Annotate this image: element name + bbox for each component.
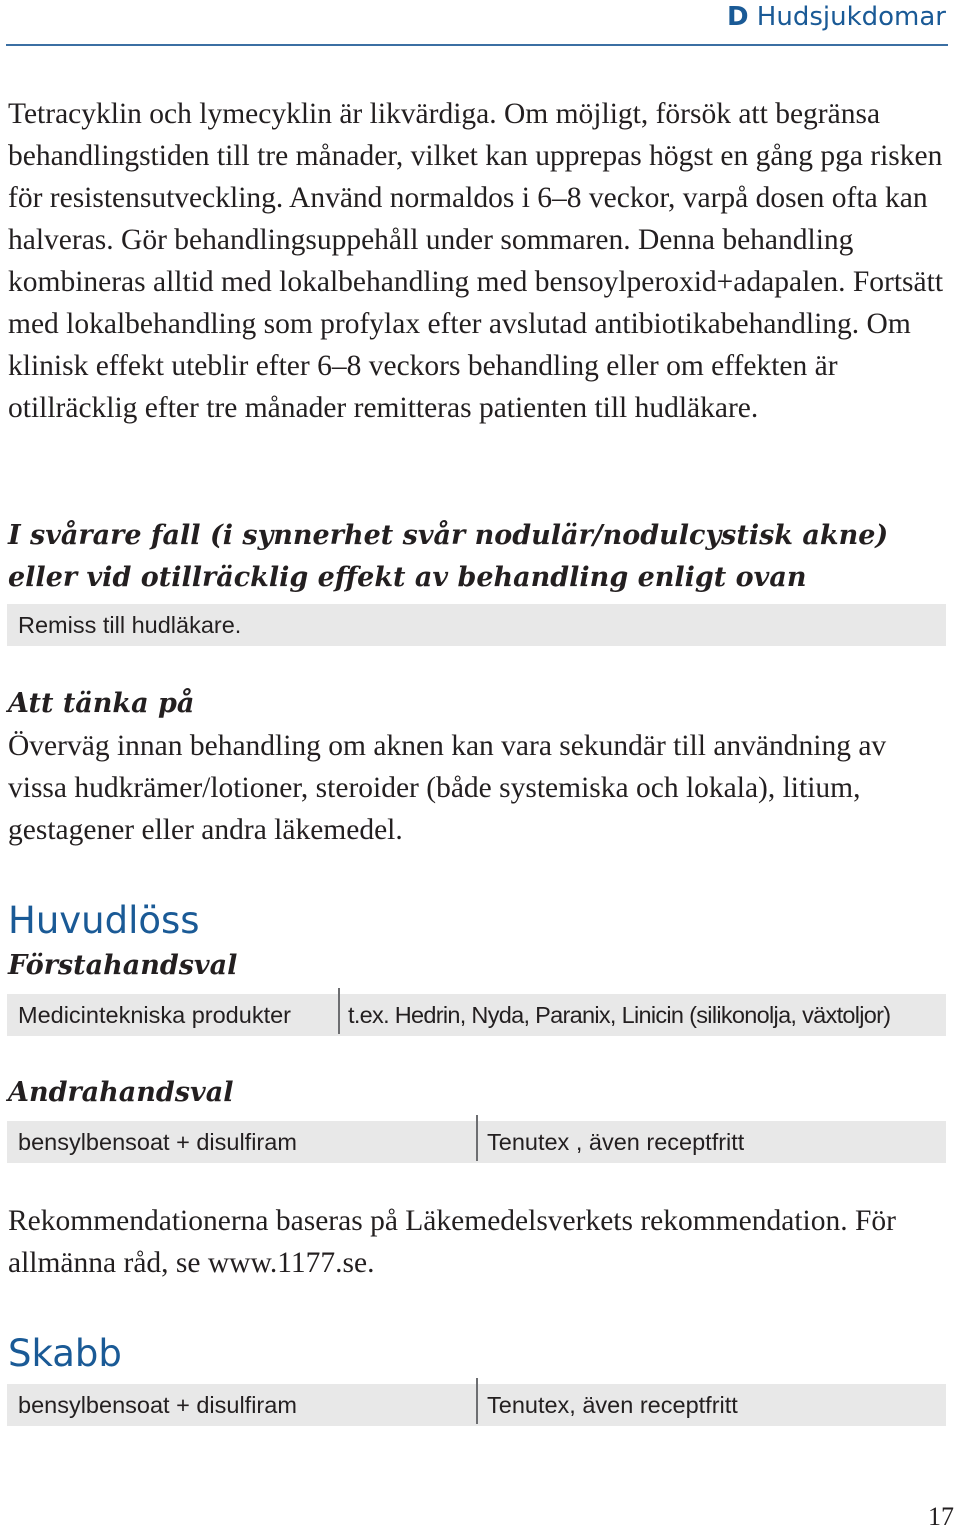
severe-cases-heading: I svårare fall (i synnerhet svår nodulär/nodulcystisk akne) eller vid otillräcklig effekt av behandling enligt ovan: [8, 520, 889, 593]
scabies-row: [7, 1384, 946, 1426]
scabies-products: Tenutex, även receptfritt: [487, 1392, 738, 1418]
column-divider: [338, 988, 340, 1034]
first-choice-row: [7, 994, 946, 1036]
referral-text: Remiss till hudläkare.: [18, 612, 242, 638]
section-title: Hudsjukdomar: [756, 2, 946, 32]
referral-row: [7, 604, 946, 646]
first-choice-heading: Förstahandsval: [8, 950, 238, 981]
scabies-substance: bensylbensoat + disulfiram: [18, 1392, 297, 1418]
first-choice-substance: Medicintekniska produkter: [18, 1002, 291, 1028]
second-choice-heading: Andrahandsval: [8, 1077, 234, 1108]
column-divider: [476, 1378, 478, 1424]
second-choice-row: [7, 1121, 946, 1163]
head-lice-title: Huvudlöss: [8, 899, 200, 942]
second-choice-products: Tenutex , även receptfritt: [487, 1129, 745, 1155]
second-choice-substance: bensylbensoat + disulfiram: [18, 1129, 297, 1155]
scabies-title: Skabb: [8, 1332, 122, 1375]
column-divider: [476, 1115, 478, 1161]
think-about-text: Överväg innan behandling om aknen kan vara sekundär till användning av vissa hudkrämer/lotioner, steroider (både systemiska och lokala), litium, gestagener eller andra läkemedel.: [8, 730, 887, 846]
recommendation-note: Rekommendationerna baseras på Läkemedelsverkets rekommendation. För allmänna råd, se www.1177.se.: [8, 1205, 896, 1279]
header-divider: [6, 44, 948, 46]
think-about-heading: Att tänka på: [8, 688, 195, 719]
page-number: 17: [928, 1502, 954, 1531]
section-header: [727, 2, 946, 32]
section-letter: D: [726, 2, 749, 32]
tetracycline-paragraph: Tetracyklin och lymecyklin är likvärdiga. Om möjligt, försök att begränsa behandlingstiden till tre månader, vilket kan upprepas högst en gång pga risken för resistensutveckling. Använd normaldos i 6–8 veckor, varpå dosen ofta kan halveras. Gör behandlingsuppehåll under sommaren. Denna behandling kombineras alltid med lokalbehandling med bensoylperoxid+adapalen. Fortsätt med lokalbehandling som profylax efter avslutad antibiotikabehandling. Om klinisk effekt uteblir efter 6–8 veckors behandling eller om effekten är otillräcklig efter tre månader remitteras patienten till hudläkare.: [8, 98, 944, 424]
first-choice-products: t.ex. Hedrin, Nyda, Paranix, Linicin (silikonolja, växtoljor): [348, 1002, 891, 1028]
